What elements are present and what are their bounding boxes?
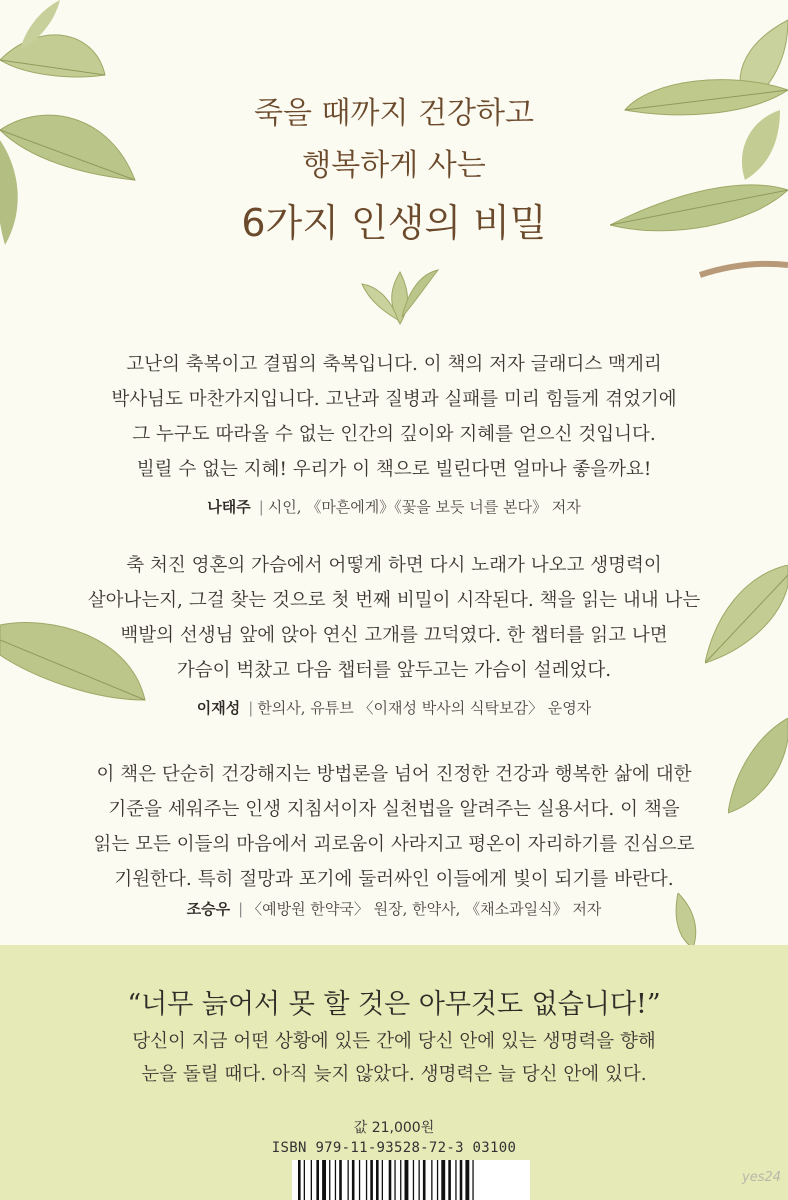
review-1-author: 나태주 bbox=[207, 498, 251, 516]
pull-quote: “너무 늙어서 못 할 것은 아무것도 없습니다!” bbox=[127, 989, 661, 1020]
headline-line-3: 6가지 인생의 비밀 bbox=[241, 201, 547, 245]
barcode-icon bbox=[292, 1160, 530, 1200]
review-2-attribution: 이재성 | 한의사, 유튜브 〈이재성 박사의 식탁보감〉 운영자 bbox=[196, 699, 592, 717]
leaf-right-lower bbox=[728, 718, 788, 818]
review-1-text: 고난의 축복이고 결핍의 축복입니다. 이 책의 저자 글래디스 맥게리 박사님도 마찬가지입니다. 고난과 질병과 실패를 미리 힘들게 겪었기에 그 누구도 따라올 수 없는 인간의 깊이와 지혜를 얻으신 것입니다. 빌릴 수 없는 지혜! 우리가 이 책으로 빌린다면 얼마나 좋을까요! bbox=[111, 354, 677, 480]
headline-line-2: 행복하게 사는 bbox=[302, 148, 486, 183]
watermark-label: yes24 bbox=[742, 1170, 782, 1185]
review-1-credit: 시인, 《마흔에게》《꽃을 보듯 너를 본다》 저자 bbox=[267, 498, 581, 516]
review-3-author: 조승우 bbox=[186, 900, 231, 918]
review-3-text: 이 책은 단순히 건강해지는 방법론을 넘어 진정한 건강과 행복한 삶에 대한 기준을 세워주는 인생 지침서이자 실천법을 알려주는 실용서다. 이 책을 읽는 모든 이들의 마음에서 괴로움이 사라지고 평온이 자리하기를 진심으로 기원한다. 특히 절망과 포기에 둘러싸인 이들에게 빛이 되기를 바란다. bbox=[93, 764, 695, 890]
small-sprout-icon bbox=[360, 262, 440, 328]
review-2-text: 축 처진 영혼의 가슴에서 어떻게 하면 다시 노래가 나오고 생명력이 살아나는지, 그걸 찾는 것으로 첫 번째 비밀이 시작된다. 책을 읽는 내내 나는 백발의 선생님 앞에 앉아 연신 고개를 끄덕였다. 한 챕터를 읽고 나면 가슴이 벅찼고 다음 챕터를 앞두고는 가슴이 설레었다. bbox=[87, 555, 701, 681]
headline-line-1: 죽을 때까지 건강하고 bbox=[254, 96, 534, 131]
isbn-label: ISBN 979-11-93528-72-3 03100 bbox=[271, 1140, 517, 1156]
bottom-paragraph: 당신이 지금 어떤 상황에 있든 간에 당신 안에 있는 생명력을 향해 눈을 돌릴 때다. 아직 늦지 않았다. 생명력은 늘 당신 안에 있다. bbox=[132, 1031, 656, 1085]
price-label: 값 21,000원 bbox=[353, 1120, 435, 1136]
review-2-author: 이재성 bbox=[196, 699, 241, 717]
review-2-credit: 한의사, 유튜브 〈이재성 박사의 식탁보감〉 운영자 bbox=[257, 699, 592, 717]
review-3-attribution: 조승우 | 〈예방원 한약국〉 원장, 한약사, 《채소과일식》 저자 bbox=[186, 900, 602, 918]
review-3-credit: 〈예방원 한약국〉 원장, 한약사, 《채소과일식》 저자 bbox=[247, 900, 602, 918]
review-1-attribution: 나태주 | 시인, 《마흔에게》《꽃을 보듯 너를 본다》 저자 bbox=[207, 498, 581, 516]
